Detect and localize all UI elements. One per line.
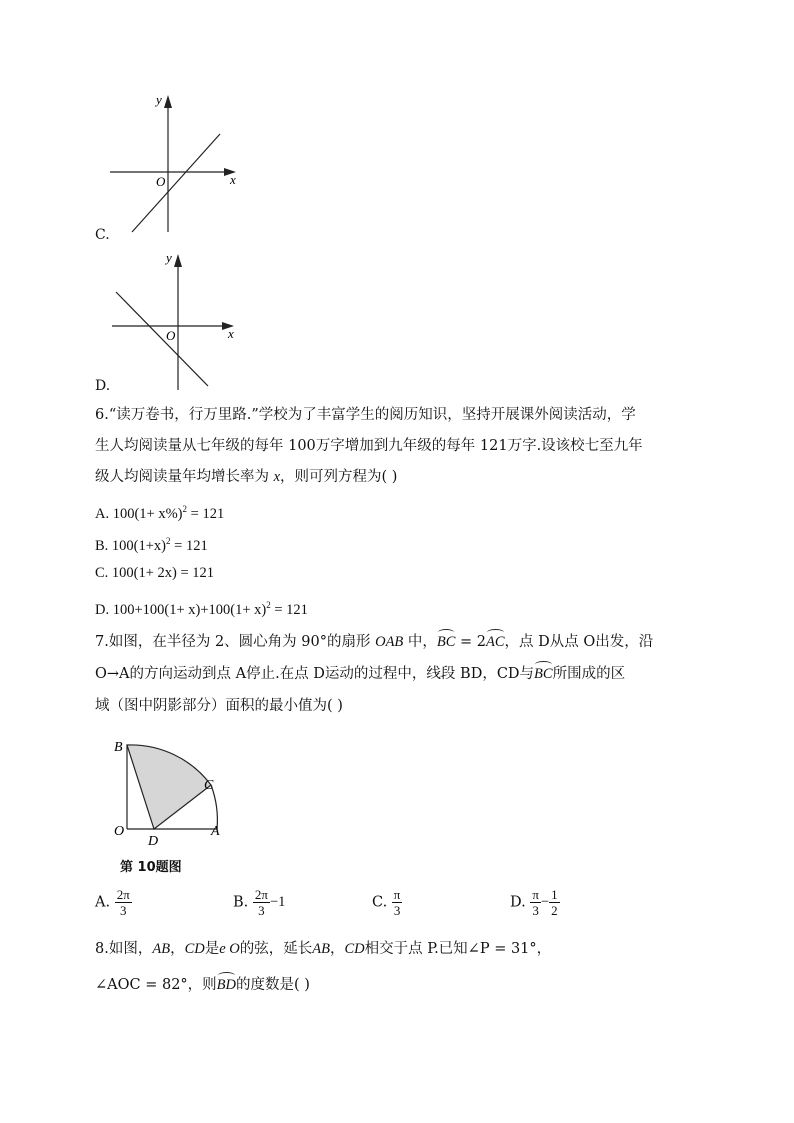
label-o: O [114,824,125,839]
q7-line-2: O→A的方向运动到点 A停止.在点 D运动的过程中，线段 BD，CD与BC所围成的区 [95,666,626,682]
q7-line-1: 7.如图，在半径为 2、圆心角为 90°的扇形 OAB 中，BC = 2AC，点 D从点 O出发，沿 [95,634,654,650]
origin-label: O [166,328,176,343]
option-d-label: D. [95,378,111,394]
q6-option-b[interactable]: B. $100(1+x)^2 = 121$ [95,536,208,554]
q7-option-d[interactable]: D. $\frac{\pi}{3}$ − $\frac{1}{2}$ [510,887,558,918]
sector-figure [110,735,230,845]
q7-option-b[interactable]: B. $\frac{2\pi}{3}$ −1 [233,887,286,918]
q6-option-c[interactable]: C. 100(1+ 2x) = 121 [95,565,215,581]
q7-option-c[interactable]: C. $\frac{\pi}{3}$ [372,887,401,918]
q6-option-d[interactable]: D. $100+100(1+ x)+100(1+ x)^2 = 121$ [95,600,308,618]
option-c-label: C. [95,227,110,243]
q6-line-3: 级人均阅读量年均增长率为 x，则可列方程为( ) [95,469,398,485]
y-axis-label: y [166,250,172,265]
graph-option-c [100,92,250,237]
figure-caption: 第 10题图 [120,860,182,875]
q7-line-3: 域（图中阴影部分）面积的最小值为( ) [95,698,343,714]
q8-line-2: ∠AOC = 82°，则BD的度数是( ) [95,977,310,993]
graph-option-d [100,248,250,393]
origin-label: O [156,174,166,189]
label-d: D [148,834,159,845]
x-axis-label: x [228,326,234,341]
label-c: C [204,778,214,793]
q7-option-a[interactable]: A. $\frac{2\pi}{3}$ [95,887,130,918]
x-axis-label: x [230,172,236,187]
label-b: B [114,740,123,755]
y-axis-label: y [156,92,162,107]
q6-option-a[interactable]: A. $100(1+ x\%)^2 = 121$ [95,504,225,522]
q6-line-1: 6.“读万卷书，行万里路.”学校为了丰富学生的阅历知识，坚持开展课外阅读活动，学 [95,407,636,423]
q6-line-2: 生人均阅读量从七年级的每年 100万字增加到九年级的每年 121万字.设该校七至九年 [95,438,643,454]
q8-line-1: 8.如图，AB，CD是e O的弦，延长AB，CD相交于点 P.已知∠P = 31°， [95,941,552,957]
label-a: A [211,824,220,839]
